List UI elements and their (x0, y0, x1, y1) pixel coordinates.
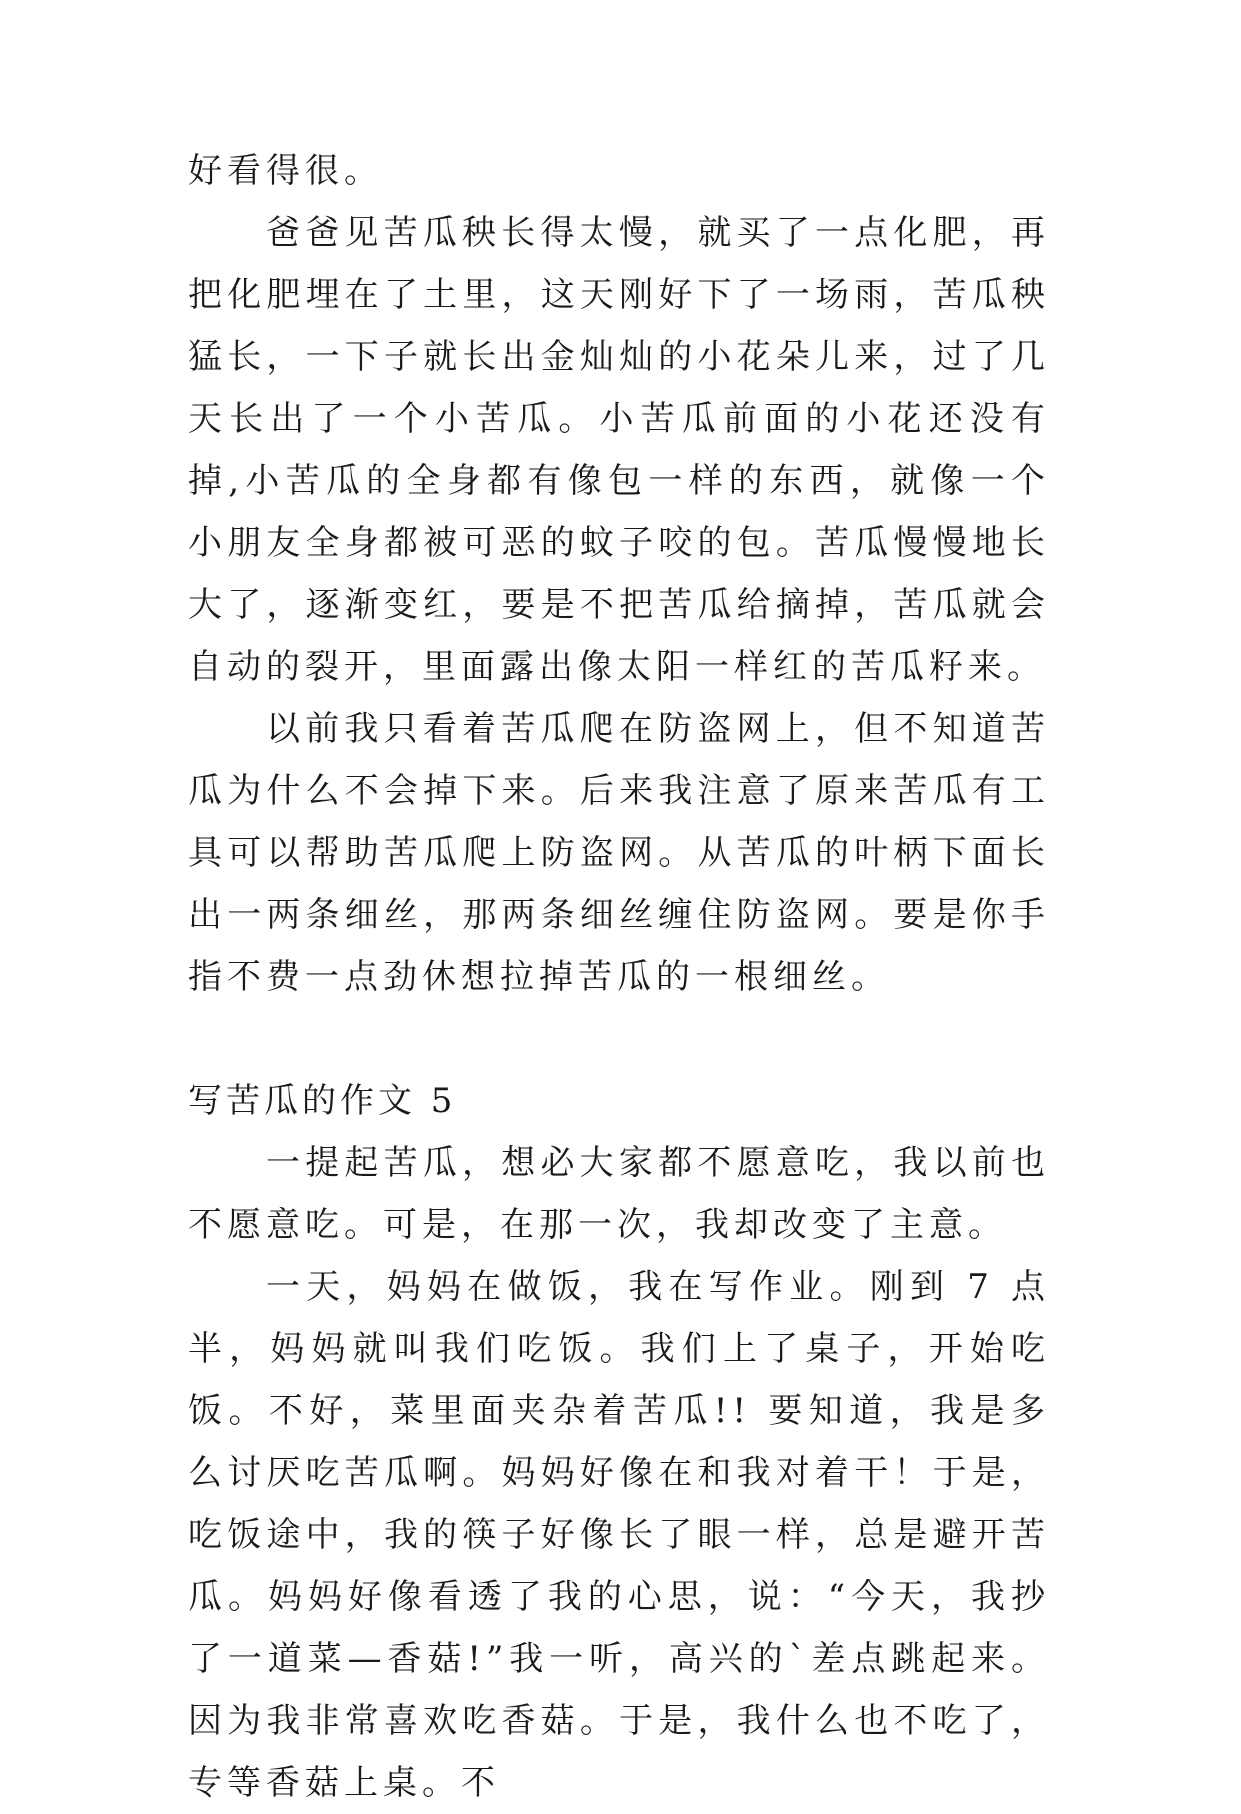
paragraph-continuation: 好看得很。 (188, 151, 383, 191)
paragraph-tendrils: 以前我只看着苦瓜爬在防盗网上，但不知道苦瓜为什么不会掉下来。后来我注意了原来苦瓜有工具可以帮助苦瓜爬上防盗网。从苦瓜的叶柄下面长出一两条细丝，那两条细丝缠住防盗网。要是你手指不费一点劲休想拉掉苦瓜的一根细丝。 (188, 709, 1050, 997)
paragraph-fertilizer: 爸爸见苦瓜秧长得太慢，就买了一点化肥，再把化肥埋在了土里，这天刚好下了一场雨，苦瓜秧猛长，一下子就长出金灿灿的小花朵儿来，过了几天长出了一个小苦瓜。小苦瓜前面的小花还没有掉,小苦瓜的全身都有像包一样的东西，就像一个小朋友全身都被可恶的蚊子咬的包。苦瓜慢慢地长大了，逐渐变红，要是不把苦瓜给摘掉，苦瓜就会自动的裂开，里面露出像太阳一样红的苦瓜籽来。 (188, 213, 1050, 687)
paragraph-dinner: 一天，妈妈在做饭，我在写作业。刚到 7 点半，妈妈就叫我们吃饭。我们上了桌子，开始吃饭。不好，菜里面夹杂着苦瓜!! 要知道，我是多么讨厌吃苦瓜啊。妈妈好像在和我对着干！于是，吃饭途中，我的筷子好像长了眼一样，总是避开苦瓜。妈妈好像看透了我的心思，说：“今天，我抄了一道菜—香菇!”我一听，高兴的`差点跳起来。因为我非常喜欢吃香菇。于是，我什么也不吃了，专等香菇上桌。不 (188, 1267, 1050, 1803)
paragraph-intro: 一提起苦瓜，想必大家都不愿意吃，我以前也不愿意吃。可是，在那一次，我却改变了主意。 (188, 1143, 1050, 1245)
section-title: 写苦瓜的作文 5 (188, 1081, 457, 1121)
document-body (188, 140, 1050, 1814)
